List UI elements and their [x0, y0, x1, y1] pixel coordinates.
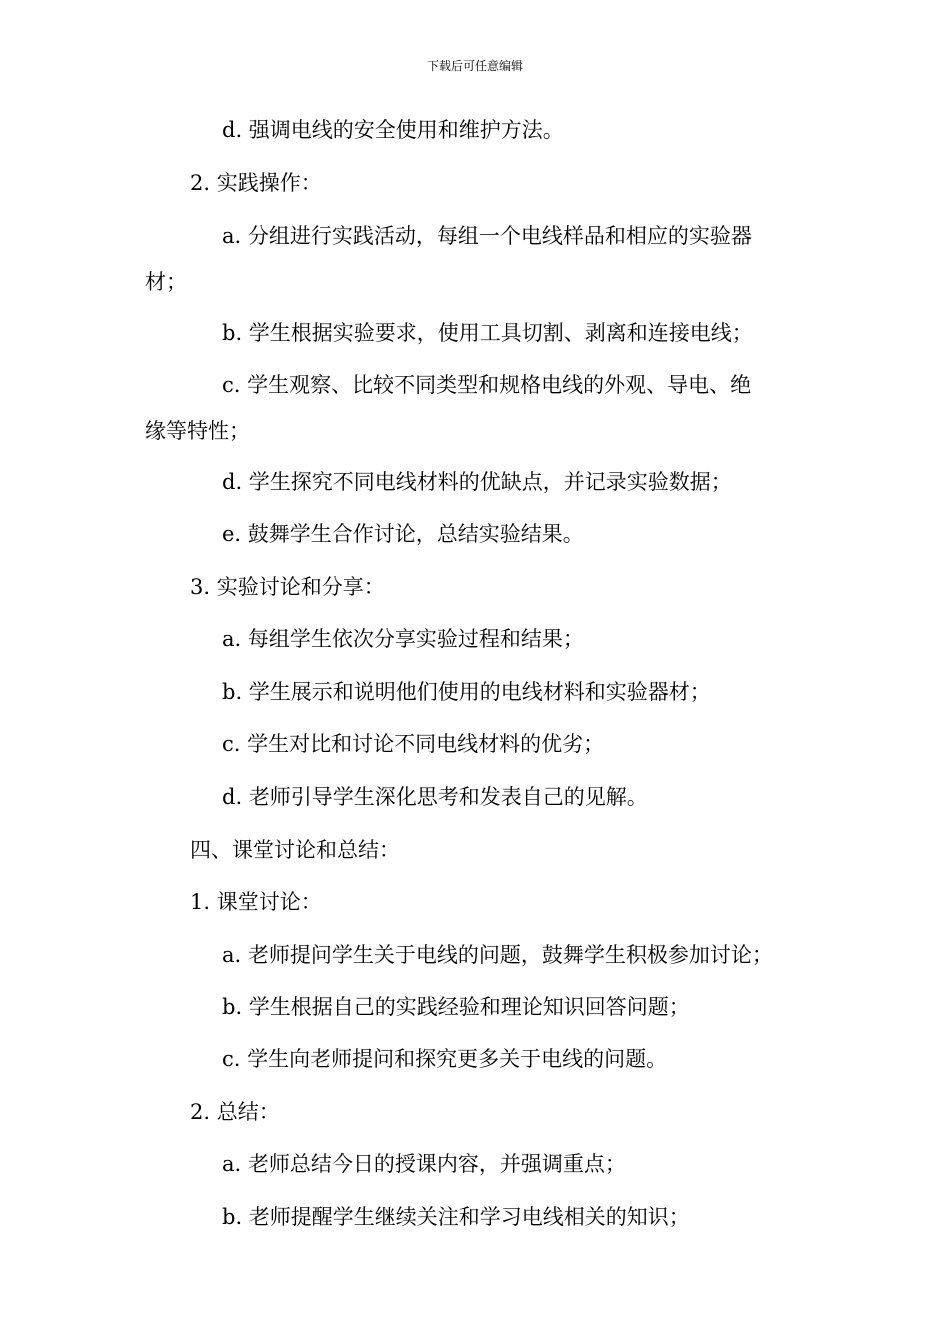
- list-item-numbered: 3. 实验讨论和分享：: [190, 575, 385, 599]
- list-item-sub: b. 学生根据实验要求，使用工具切割、剥离和连接电线；: [222, 321, 753, 345]
- list-item-sub: d. 学生探究不同电线材料的优缺点，并记录实验数据；: [222, 470, 732, 494]
- list-item-sub: a. 每组学生依次分享实验过程和结果；: [222, 627, 584, 651]
- list-item-sub: a. 分组进行实践活动，每组一个电线样品和相应的实验器: [222, 224, 752, 248]
- list-item-sub: c. 学生观察、比较不同类型和规格电线的外观、导电、绝: [222, 373, 752, 397]
- list-item-sub: c. 学生对比和讨论不同电线材料的优劣；: [222, 732, 605, 756]
- list-item-continuation: 材；: [145, 270, 187, 294]
- list-item-numbered: 1. 课堂讨论：: [190, 890, 322, 914]
- list-item-sub: b. 学生根据自己的实践经验和理论知识回答问题；: [222, 995, 690, 1019]
- list-item-sub: a. 老师总结今日的授课内容，并强调重点；: [222, 1152, 626, 1176]
- page-header: 下载后可任意编辑: [426, 59, 523, 73]
- list-item-sub: d. 老师引导学生深化思考和发表自己的见解。: [222, 785, 648, 809]
- list-item-sub: c. 学生向老师提问和探究更多关于电线的问题。: [222, 1047, 668, 1071]
- list-item-sub: b. 老师提醒学生继续关注和学习电线相关的知识；: [222, 1205, 690, 1229]
- list-item-sub: e. 鼓舞学生合作讨论，总结实验结果。: [222, 522, 584, 546]
- section-heading: 四、课堂讨论和总结：: [190, 838, 400, 862]
- list-item-numbered: 2. 总结：: [190, 1100, 280, 1124]
- list-item-continuation: 缘等特性；: [145, 419, 250, 443]
- list-item-numbered: 2. 实践操作：: [190, 171, 322, 195]
- list-item-sub: d. 强调电线的安全使用和维护方法。: [222, 118, 564, 142]
- list-item-sub: b. 学生展示和说明他们使用的电线材料和实验器材；: [222, 680, 711, 704]
- list-item-sub: a. 老师提问学生关于电线的问题，鼓舞学生积极参加讨论；: [222, 943, 773, 967]
